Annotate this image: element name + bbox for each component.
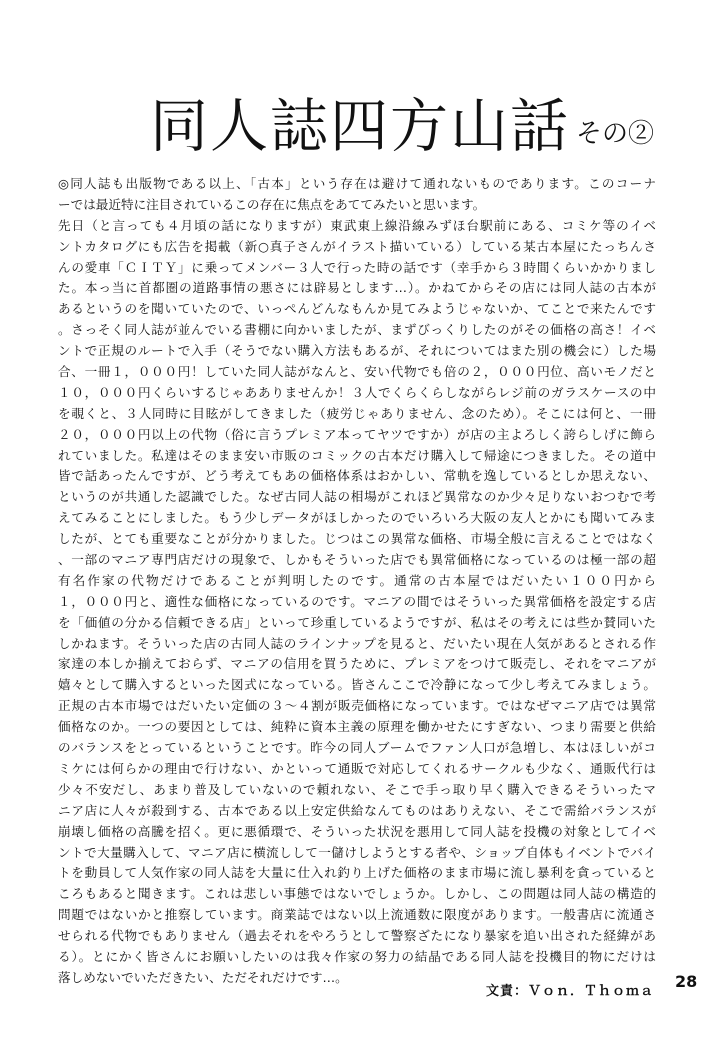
body-line: 、一部のマニア専門店だけの現象で、しかもそういった店でも異常価格になっているのは極一部の超 (58, 552, 656, 568)
body-line: あるというのを聞いていたので、いっぺんどんなもんか見てみようじゃないか、てことで来たんです (58, 301, 656, 317)
body-line: というのが共通した認識でした。なぜ古同人誌の相場がこれほど異常なのか少々足りないおつむで考 (58, 489, 656, 505)
body-line: ーでは最近特に注目されているこの存在に焦点をあててみたいと思います。 (58, 196, 486, 212)
body-line: を覗くと、３人同時に目眩がしてきました（疲労じゃありません、念のため）。そこには何と、一冊 (58, 405, 656, 421)
body-line: ころもあると聞きます。これは悲しい事態ではないでしょうか。しかし、この問題は同人誌の構造的 (58, 886, 656, 902)
body-line: ントカタログにも広告を掲載（新○真子さんがイラスト描いている）している某古本屋にたっちんさ (58, 238, 656, 254)
body-line: 有名作家の代物だけであることが判明したのです。通常の古本屋ではだいたい１００円から (58, 572, 656, 588)
author-credit: 文責：Ｖｏｎ．Ｔｈｏｍａ (486, 984, 655, 999)
body-line: 正規の古本市場ではだいたい定価の３～４割が販売価格になっています。ではなぜマニア店では異常 (58, 698, 656, 714)
body-line: 合、一冊１，０００円！していた同人誌がなんと、安い代物でも倍の２，０００円位、高いモノだと (58, 364, 656, 380)
body-line: んの愛車「ＣＩＴＹ」に乗ってメンバー３人で行った時の話です（幸手から３時間くらいかかりまし (58, 259, 656, 275)
body-line: 先日（と言っても４月頃の話になりますが）東武東上線沿線みずほ台駅前にある、コミケ等のイベ (58, 217, 656, 233)
body-line: 落しめないでいただきたい、ただそれだけです…。 (58, 969, 348, 985)
body-line: ◎同人誌も出版物である以上、「古本」という存在は避けて通れないものであります。このコーナ (58, 176, 656, 191)
body-line: しかねます。そういった店の古同人誌のラインナップを見ると、だいたい現在人気があるとされる作 (58, 635, 656, 651)
body-line: １０，０００円くらいするじゃあありませんか！３人でくらくらしながらレジ前のガラスケースの中 (58, 384, 656, 400)
body-line: ミケには何らかの理由で行けない、かといって通販で対応してくれるサークルも少なく、通販代行は (58, 760, 656, 776)
body-line: ントで大量購入して、マニア店に横流しして一儲けしようとする者や、ショップ自体もイベントでバイ (58, 844, 656, 860)
article-header (150, 86, 670, 166)
body-line: れていました。私達はそのまま安い市販のコミックの古本だけ購入して帰途につきました。その道中 (58, 447, 656, 463)
body-line: た。本っ当に首都圏の道路事情の悪さには辟易とします…）。かねてからその店には同人誌の古本が (58, 280, 656, 296)
body-line: る）。とにかく皆さんにお願いしたいのは我々作家の努力の結晶である同人誌を投機目的物にだけは (58, 948, 656, 964)
body-line: ２０，０００円以上の代物（俗に言うプレミア本ってヤツですか）が店の主よろしく誇らしげに飾ら (58, 426, 656, 442)
body-line: 崩壊し価格の高騰を招く。更に悪循環で、そういった状況を悪用して同人誌を投機の対象としてイベ (58, 823, 656, 839)
body-line: えてみることにしました。もう少しデータがほしかったのでいろいろ大阪の友人とかにも聞いてみま (58, 510, 656, 526)
body-line: 。さっそく同人誌が並んでいる書棚に向かいましたが、まずびっくりしたのがその価格の高さ！イベ (58, 322, 656, 338)
body-line: トを動員して人気作家の同人誌を大量に仕入れ釣り上げた価格のまま市場に流し暴利を貪っていると (58, 865, 656, 881)
body-line: ニア店に人々が殺到する、古本である以上安定供給なんてものはありえない、そこで需給バランスが (58, 802, 656, 818)
body-line: を「価値の分かる信頼できる店」といって珍重しているようですが、私はその考えには些か賛同いた (58, 614, 656, 630)
body-line: 家達の本しか揃えておらず、マニアの信用を買うために、プレミアをつけて販売し、それをマニアが (58, 656, 656, 672)
body-line: 皆で話あったんですが、どう考えてもあの価格体系はおかしい、常軌を逸しているとしか思えない、 (58, 468, 656, 484)
body-line: １，０００円と、適性な価格になっているのです。マニアの間ではそういった異常価格を設定する店 (58, 593, 656, 609)
article-title: 同人誌四方山話 (150, 92, 571, 160)
body-line: 嬉々として購入するといった図式になっている。皆さんここで冷静になって少し考えてみましょう。 (58, 677, 656, 693)
body-line: 少々不安だし、あまり普及していないので頼れない、そこで手っ取り早く購入できるそういったマ (58, 781, 656, 797)
body-line: 問題ではないかと推察しています。商業誌ではない以上流通数に限度があります。一般書店に流通さ (58, 907, 656, 923)
article-body (58, 174, 656, 989)
page-number: 28 (675, 972, 698, 991)
article-subtitle: その② (576, 119, 655, 149)
body-line: ントで正規のルートで入手（そうでない購入方法もあるが、それについてはまた別の機会に）した場 (58, 343, 656, 359)
body-line: のバランスをとっているということです。昨今の同人ブームでファン人口が急増し、本はほしいがコ (58, 740, 656, 756)
body-line: 価格なのか。一つの要因としては、純粋に資本主義の原理を働かせたにすぎない、つまり需要と供給 (58, 719, 656, 735)
body-line: したが、とても重要なことが分かりました。じつはこの異常な価格、市場全般に言えることではなく (58, 531, 656, 547)
body-line: せられる代物でもありません（過去それをやろうとして警察ざたになり暴家を追い出された経緯があ (58, 928, 656, 944)
